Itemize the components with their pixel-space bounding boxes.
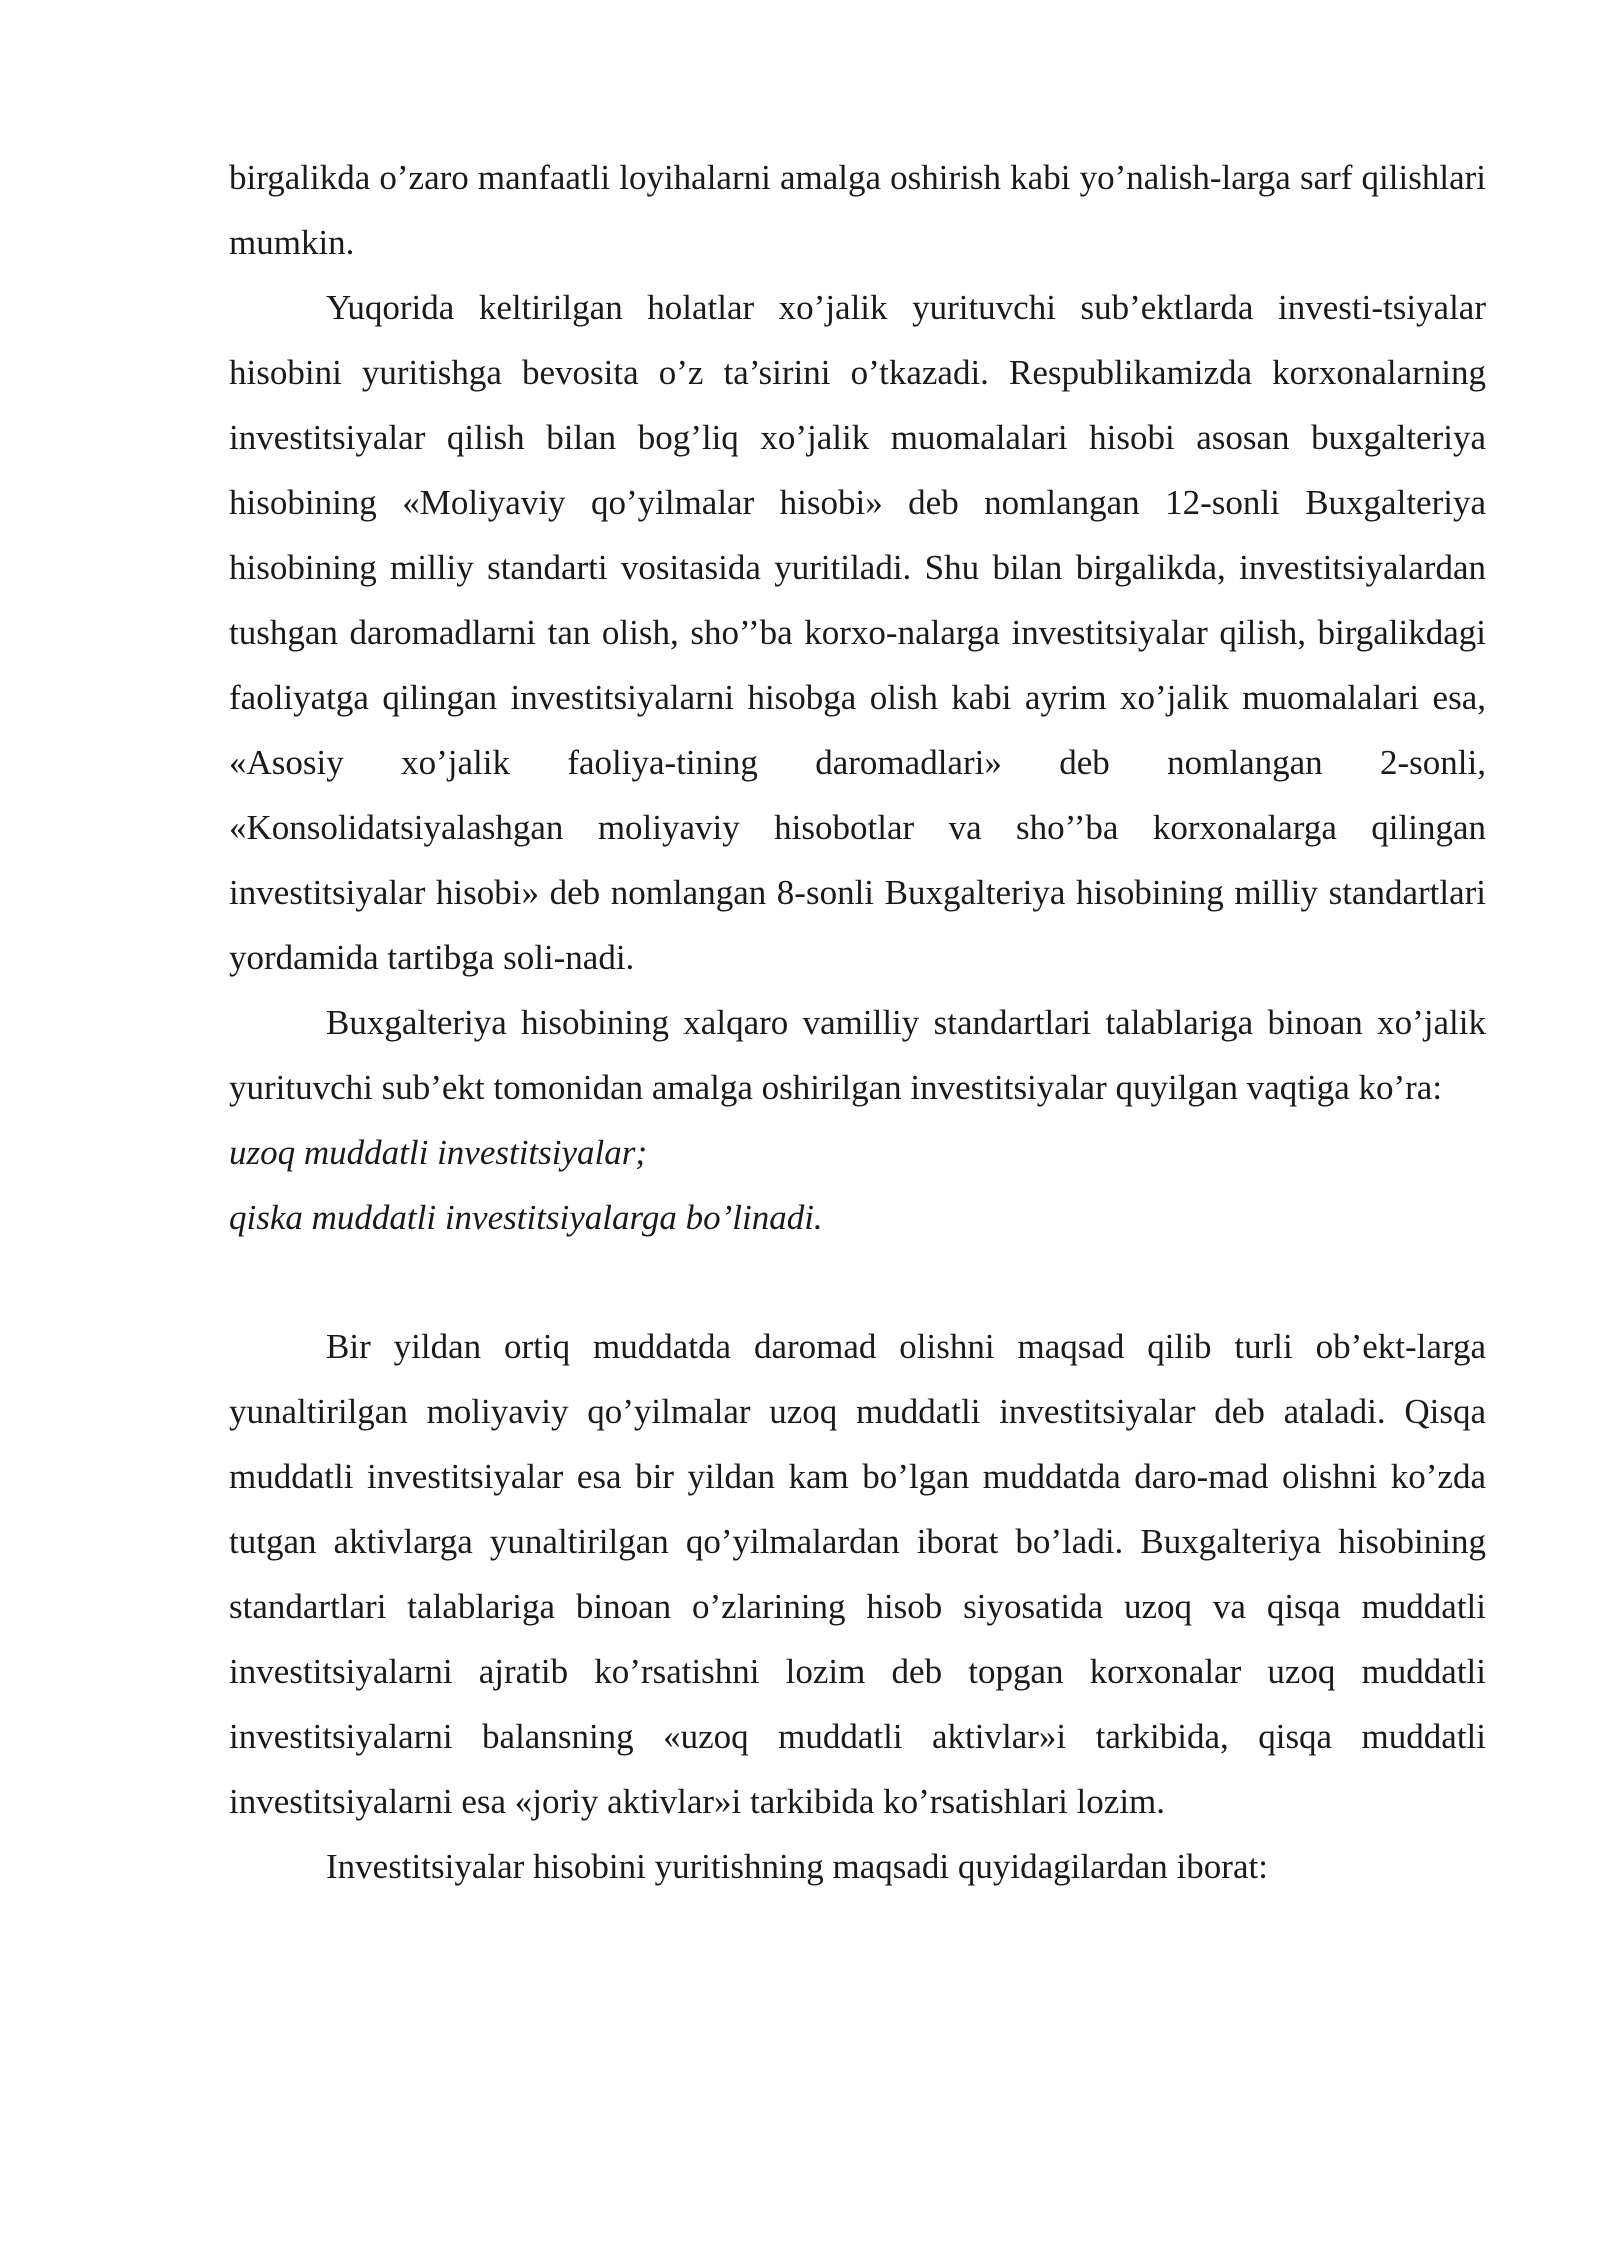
document-page — [229, 145, 1486, 1899]
paragraph-2: Yuqorida keltirilgan holatlar xo’jalik yurituvchi sub’ektlarda investi-tsiyalar hisobini yuritishga bevosita o’z ta’sirini o’tkazadi. Respublikamizda korxonalarning investitsiyalar qilish bilan bog’liq xo’jalik muomalalari hisobi asosan buxgalteriya hisobining «Moliyaviy qo’yilmalar hisobi» deb nomlangan 12-sonli Buxgalteriya hisobining milliy standarti vositasida yuritiladi. Shu bilan birgalikda, investitsiyalardan tushgan daromadlarni tan olish, sho’’ba korxo-nalarga investitsiyalar qilish, birgalikdagi faoliyatga qilingan investitsiyalarni hisobga olish kabi ayrim xo’jalik muomalalari esa, «Asosiy xo’jalik faoliya-tining daromadlari» deb nomlangan 2-sonli, «Konsolidatsiyalashgan moliyaviy hisobotlar va sho’’ba korxonalarga qilingan investitsiyalar hisobi» deb nomlangan 8-sonli Buxgalteriya hisobining milliy standartlari yordamida tartibga soli-nadi. — [229, 288, 1486, 977]
list-item-long-term: uzoq muddatli investitsiyalar; — [229, 1133, 648, 1172]
paragraph-5: Investitsiyalar hisobini yuritishning maqsadi quyidagilardan iborat: — [326, 1847, 1268, 1886]
paragraph-3: Buxgalteriya hisobining xalqaro vamilliy standartlari talablariga binoan xo’jalik yurituvchi sub’ekt tomonidan amalga oshirilgan investitsiyalar quyilgan vaqtiga ko’ra: — [229, 1003, 1486, 1107]
list-item-short-term: qiska muddatli investitsiyalarga bo’linadi. — [229, 1198, 823, 1237]
paragraph-4: Bir yildan ortiq muddatda daromad olishni maqsad qilib turli ob’ekt-larga yunaltirilgan moliyaviy qo’yilmalar uzoq muddatli investitsiyalar deb ataladi. Qisqa muddatli investitsiyalar esa bir yildan kam bo’lgan muddatda daro-mad olishni ko’zda tutgan aktivlarga yunaltirilgan qo’yilmalardan iborat bo’ladi. Buxgalteriya hisobining standartlari talablariga binoan o’zlarining hisob siyosatida uzoq va qisqa muddatli investitsiyalarni ajratib ko’rsatishni lozim deb topgan korxonalar uzoq muddatli investitsiyalarni balansning «uzoq muddatli aktivlar»i tarkibida, qisqa muddatli investitsiyalarni esa «joriy aktivlar»i tarkibida ko’rsatishlari lozim. — [229, 1327, 1486, 1821]
paragraph-1: birgalikda o’zaro manfaatli loyihalarni amalga oshirish kabi yo’nalish-larga sarf qilishlari mumkin. — [229, 158, 1486, 262]
paragraph-gap — [229, 1250, 1486, 1314]
